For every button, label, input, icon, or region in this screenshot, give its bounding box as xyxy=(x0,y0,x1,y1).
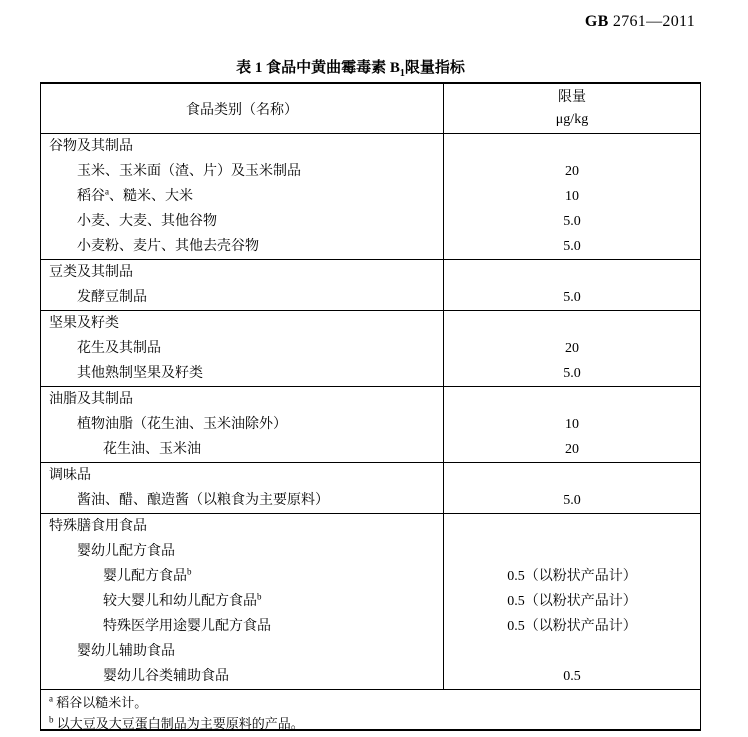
table-section xyxy=(41,463,700,514)
food-category-cell: 谷物及其制品 xyxy=(41,134,444,159)
limits-table xyxy=(40,82,701,731)
table-row xyxy=(41,336,700,361)
limit-value-cell: 5.0 xyxy=(563,290,581,305)
table-header-row xyxy=(41,84,700,134)
table-row xyxy=(41,361,700,386)
table-row xyxy=(41,437,700,462)
limit-value-cell xyxy=(444,514,700,539)
food-category-cell: 油脂及其制品 xyxy=(41,387,444,412)
food-category-cell: 小麦粉、麦片、其他去壳谷物 xyxy=(41,234,444,259)
column-header-limit-unit: μg/kg xyxy=(555,111,589,127)
limit-value-cell: 5.0 xyxy=(563,493,581,508)
footnotes xyxy=(41,690,700,734)
food-category-cell: 婴幼儿配方食品 xyxy=(41,539,444,564)
limit-value-cell xyxy=(444,260,700,285)
food-category-cell: 花生油、玉米油 xyxy=(41,437,444,462)
limit-value-cell: 20 xyxy=(565,341,579,356)
table-body xyxy=(41,134,700,690)
limit-value-cell xyxy=(444,387,700,412)
limit-value-cell xyxy=(444,134,700,159)
food-category-cell: 玉米、玉米面（渣、片）及玉米制品 xyxy=(41,159,444,184)
limit-value-cell xyxy=(444,463,700,488)
table-row xyxy=(41,184,700,209)
limit-value-cell: 0.5 xyxy=(563,669,581,684)
limit-value-cell: 0.5（以粉状产品计） xyxy=(507,594,637,609)
table-title-suffix: 限量指标 xyxy=(404,60,465,76)
table-section xyxy=(41,134,700,260)
food-category-cell: 婴儿配方食品$^b$ xyxy=(41,564,444,589)
food-category-cell: 婴幼儿谷类辅助食品 xyxy=(41,664,444,689)
table-row xyxy=(41,564,700,589)
limit-value-cell xyxy=(444,311,700,336)
limit-value-cell: 0.5（以粉状产品计） xyxy=(507,619,637,634)
table-row xyxy=(41,639,700,664)
food-category-cell: 特殊医学用途婴儿配方食品 xyxy=(41,614,444,639)
footnote-mark: b xyxy=(49,714,54,725)
food-category-cell: 特殊膳食用食品 xyxy=(41,514,444,539)
table-title-subscript: 1 xyxy=(399,68,405,79)
table-title-prefix: 表 1 食品中黄曲霉毒素 B xyxy=(236,60,400,76)
table-title xyxy=(0,56,701,79)
food-category-cell: 酱油、醋、酿造酱（以粮食为主要原料） xyxy=(41,488,444,513)
standard-code-prefix: GB xyxy=(584,13,609,30)
food-category-cell: 其他熟制坚果及籽类 xyxy=(41,361,444,386)
table-row xyxy=(41,589,700,614)
column-header-limit-label: 限量 xyxy=(558,89,586,105)
table-row xyxy=(41,159,700,184)
table-row xyxy=(41,488,700,513)
column-header-limit xyxy=(444,84,700,133)
limit-value-cell: 5.0 xyxy=(563,239,581,254)
table-section xyxy=(41,514,700,690)
standard-code xyxy=(585,13,695,31)
food-category-cell: 稻谷$^a$、糙米、大米 xyxy=(41,184,444,209)
table-row xyxy=(41,614,700,639)
limit-value-cell: 10 xyxy=(565,417,579,432)
footnote-mark: a xyxy=(49,693,53,704)
food-category-cell: 小麦、大麦、其他谷物 xyxy=(41,209,444,234)
limit-value-cell: 20 xyxy=(565,164,579,179)
limit-value-cell xyxy=(444,539,700,564)
food-category-cell: 豆类及其制品 xyxy=(41,260,444,285)
table-section xyxy=(41,311,700,387)
column-header-category: 食品类别（名称） xyxy=(41,84,444,133)
standard-code-number: 2761—2011 xyxy=(608,13,695,30)
table-row xyxy=(41,234,700,259)
food-category-cell: 植物油脂（花生油、玉米油除外） xyxy=(41,412,444,437)
table-row xyxy=(41,209,700,234)
footnote: $^a$ 稻谷以糙米计。 xyxy=(49,693,148,710)
table-row xyxy=(41,664,700,689)
limit-value-cell: 0.5（以粉状产品计） xyxy=(507,569,637,584)
table-row xyxy=(41,260,700,285)
food-category-cell: 发酵豆制品 xyxy=(41,285,444,310)
limit-value-cell xyxy=(444,639,700,664)
food-category-cell: 较大婴儿和幼儿配方食品$^b$ xyxy=(41,589,444,614)
table-row xyxy=(41,463,700,488)
food-category-cell: 坚果及籽类 xyxy=(41,311,444,336)
table-section xyxy=(41,260,700,311)
limit-value-cell: 10 xyxy=(565,189,579,204)
food-category-cell: 调味品 xyxy=(41,463,444,488)
food-category-cell: 婴幼儿辅助食品 xyxy=(41,639,444,664)
limit-value-cell: 5.0 xyxy=(563,214,581,229)
table-row xyxy=(41,412,700,437)
table-section xyxy=(41,387,700,463)
food-category-cell: 花生及其制品 xyxy=(41,336,444,361)
table-row xyxy=(41,134,700,159)
limit-value-cell: 20 xyxy=(565,442,579,457)
table-row xyxy=(41,285,700,310)
table-row xyxy=(41,539,700,564)
table-row xyxy=(41,387,700,412)
limit-value-cell: 5.0 xyxy=(563,366,581,381)
table-row xyxy=(41,514,700,539)
footnote: $^b$ 以大豆及大豆蛋白制品为主要原料的产品。 xyxy=(49,714,304,731)
table-row xyxy=(41,311,700,336)
